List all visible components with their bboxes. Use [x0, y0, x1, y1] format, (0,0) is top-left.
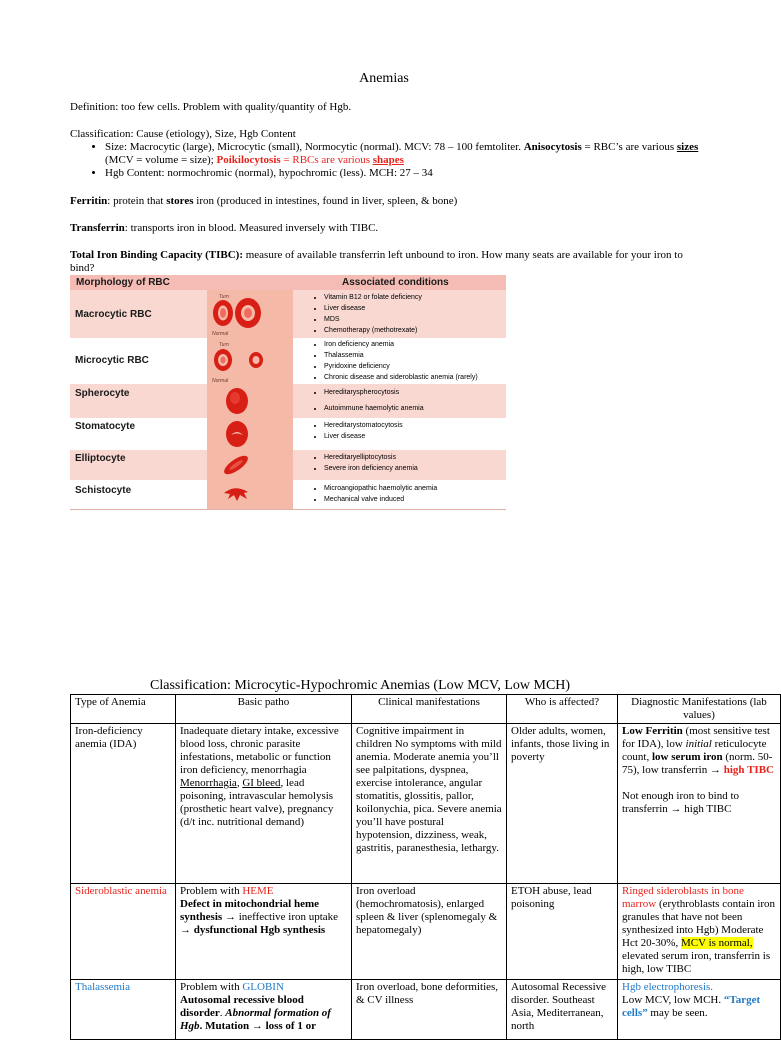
morphology-header-right: Associated conditions	[342, 277, 449, 288]
spherocyte-conditions: • Hereditaryspherocytosis • Autoimmune haemolytic anemia	[313, 385, 424, 417]
clinical-cell: Iron overload, bone deformities, & CV illness	[352, 980, 507, 1040]
morph-row-microcytic	[70, 338, 506, 384]
header-cell: Diagnostic Manifestations (lab values)	[618, 695, 781, 724]
morph-row-elliptocyte	[70, 450, 506, 480]
morph-name: Elliptocyte	[75, 453, 126, 464]
who-cell: Autosomal Recessive disorder. Southeast Asia, Mediterranean, north	[507, 980, 618, 1040]
definition-text: Definition: too few cells. Problem with quality/quantity of Hgb.	[70, 101, 352, 113]
clinical-cell: Iron overload (hemochromatosis), enlarged spleen & liver (splenomegaly & hepatomegaly)	[352, 884, 507, 980]
morphology-header	[70, 275, 506, 290]
morph-name: Stomatocyte	[75, 421, 136, 432]
classification-intro: Classification: Cause (etiology), Size, Hgb Content	[70, 128, 296, 140]
morph-row-schistocyte	[70, 480, 506, 509]
patho-cell: Problem with HEME Defect in mitochondrial heme synthesis → ineffective iron uptake → dysfunctional Hgb synthesis	[176, 884, 352, 980]
stomatocyte-image	[207, 418, 293, 450]
diagnostic-cell: Low Ferritin (most sensitive test for IDA), low initial reticulocyte count, low serum iron (norm. 50-75), low transferrin → high TIBC Not enough iron to bind to transferrin → high TIBC	[618, 724, 781, 884]
macrocytic-conditions: • Vitamin B12 or folate deficiency • Liver disease • MDS • Chemotherapy (methotrexate)	[313, 292, 422, 336]
schistocyte-conditions: • Microangiopathic haemolytic anemia • Mechanical valve induced	[313, 483, 437, 505]
table-title: Classification: Microcytic-Hypochromic Anemias (Low MCV, Low MCH)	[150, 678, 571, 693]
morph-bottom-line	[70, 509, 506, 510]
macrocytic-rbc-image: Turn Normal	[207, 290, 293, 338]
morphology-header-left: Morphology of RBC	[76, 277, 170, 288]
diagnostic-cell: Ringed sideroblasts in bone marrow (erythroblasts contain iron granules that have not been synthesized into Hgb) Moderate Hct 20-30%, MCV is normal, elevated serum iron, transferrin is high, low TIBC	[618, 884, 781, 980]
hgb-bullet: • Hgb Content: normochromic (normal), hypochromic (less). MCH: 27 – 34	[105, 167, 715, 180]
type-cell: Sideroblastic anemia	[71, 884, 176, 980]
schistocyte-image	[207, 480, 293, 509]
morph-name: Spherocyte	[75, 388, 130, 399]
classification-list	[70, 141, 715, 180]
stomatocyte-conditions: • Hereditarystomatocytosis • Liver disease	[313, 420, 403, 442]
microcytic-anemia-table	[70, 694, 781, 1040]
spherocyte-image	[207, 384, 293, 418]
type-cell: Thalassemia	[71, 980, 176, 1040]
header-cell: Basic patho	[176, 695, 352, 724]
microcytic-conditions: • Iron deficiency anemia • Thalassemia • Pyridoxine deficiency • Chronic disease and sideroblastic anemia (rarely)	[313, 339, 478, 383]
table-row	[71, 884, 781, 980]
morph-row-macrocytic	[70, 290, 506, 338]
morph-row-stomatocyte	[70, 418, 506, 450]
size-bullet: • Size: Macrocytic (large), Microcytic (small), Normocytic (normal). MCV: 78 – 100 femtoliter. Anisocytosis = RBC’s are various sizes (MCV = volume = size); Poikilocytosis = RBCs are various shapes	[105, 141, 715, 167]
elliptocyte-image	[207, 450, 293, 480]
patho-cell: Inadequate dietary intake, excessive blood loss, chronic parasite infestations, metabolic or function iron deficiency, menorrhagia Menorrhagia, GI bleed, lead poisoning, intravascular hemolysis (prosthetic heart valve), pregnancy (d/t inc. nutritional demand)	[176, 724, 352, 884]
elliptocyte-conditions: • Hereditaryelliptocytosis • Severe iron deficiency anemia	[313, 452, 418, 474]
who-cell: ETOH abuse, lead poisoning	[507, 884, 618, 980]
header-cell: Clinical manifestations	[352, 695, 507, 724]
morph-name: Microcytic RBC	[75, 355, 149, 366]
table-row	[71, 724, 781, 884]
rbc-morphology-table	[70, 275, 506, 510]
morph-row-spherocyte	[70, 384, 506, 418]
table-header-row	[71, 695, 781, 724]
header-cell: Who is affected?	[507, 695, 618, 724]
table-row	[71, 980, 781, 1040]
ferritin-definition: Ferritin: protein that stores iron (produced in intestines, found in liver, spleen, & bone)	[70, 195, 458, 207]
morph-name: Schistocyte	[75, 485, 132, 496]
diagnostic-cell: Hgb electrophoresis. Low MCV, low MCH. “Target cells” may be seen.	[618, 980, 781, 1040]
page-title: Anemias	[359, 71, 409, 86]
header-cell: Type of Anemia	[71, 695, 176, 724]
microcytic-rbc-image: Turn Normal	[207, 338, 293, 384]
transferrin-definition: Transferrin: transports iron in blood. Measured inversely with TIBC.	[70, 222, 379, 234]
who-cell: Older adults, women, infants, those living in poverty	[507, 724, 618, 884]
clinical-cell: Cognitive impairment in children No symptoms with mild anemia. Moderate anemia you’ll see palpitations, dyspnea, exercise intolerance, angular stomatitis, glossitis, pallor, koilonychia, pica. Severe anemia you’ll have postural hypotension, dizziness, weak, gastritis, paranesthesia, lethargy.	[352, 724, 507, 884]
tibc-definition: Total Iron Binding Capacity (TIBC): measure of available transferrin left unbound to iron. How many seats are available for your iron to bind?	[70, 249, 683, 274]
patho-cell: Problem with GLOBIN Autosomal recessive blood disorder. Abnormal formation of Hgb. Mutation → loss of 1 or	[176, 980, 352, 1040]
morph-name: Macrocytic RBC	[75, 309, 152, 320]
type-cell: Iron-deficiency anemia (IDA)	[71, 724, 176, 884]
